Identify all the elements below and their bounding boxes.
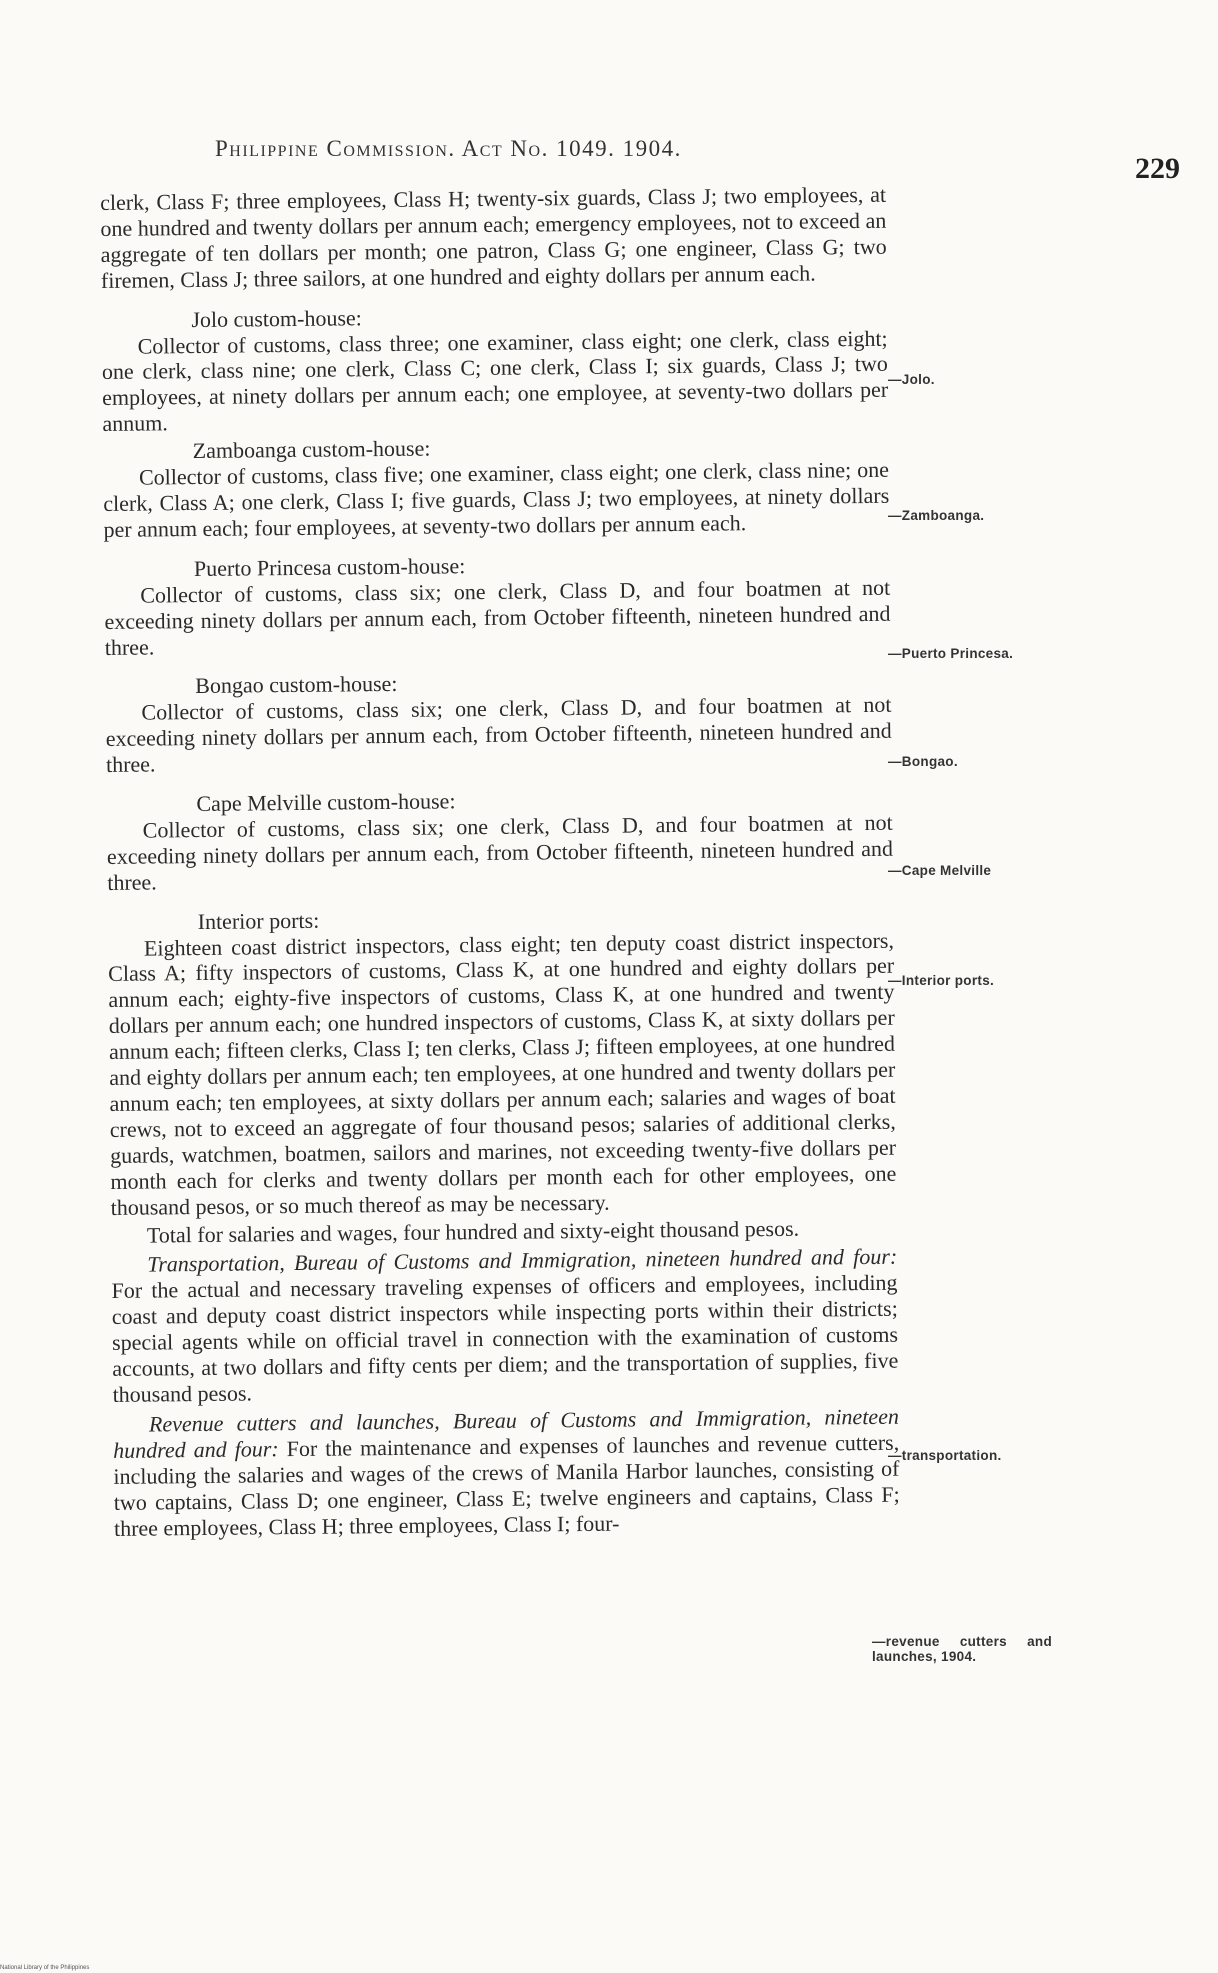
transportation-title: Transportation, Bureau of Customs and Immigration, nineteen hundred and four:	[147, 1244, 898, 1278]
margin-note-zamboanga: —Zamboanga.	[888, 508, 985, 523]
margin-note-bongao: —Bongao.	[888, 754, 958, 769]
footer-credit: National Library of the Philippines	[0, 1965, 90, 1971]
paragraph-jolo: Collector of customs, class three; one examiner, class eight; one clerk, class eight; one clerk, class nine; one clerk, Class C; one clerk, Class I; six guards, Class J; two employees, at ninety dollars per annum each; one employee, at seventy-two dollars per annum.	[101, 325, 889, 437]
paragraph-puerto-princesa: Collector of customs, class six; one clerk, Class D, and four boatmen at not exceeding ninety dollars per annum each, from October fifteenth, nineteen hundred and three.	[104, 574, 891, 660]
paragraph-cape-melville: Collector of customs, class six; one clerk, Class D, and four boatmen at not exceeding ninety dollars per annum each, from October fifteenth, nineteen hundred and three.	[106, 809, 894, 895]
paragraph-bongao: Collector of customs, class six; one clerk, Class D, and four boatmen at not exceeding ninety dollars per annum each, from October fifteenth, nineteen hundred and three.	[105, 692, 892, 778]
margin-note-puerto-princesa: —Puerto Princesa.	[888, 646, 1014, 661]
heading-puerto-princesa: Puerto Princesa custom-house:	[193, 552, 466, 581]
heading-jolo: Jolo custom-house:	[191, 304, 362, 332]
margin-note-revenue-cutters: —revenue cutters and launches, 1904.	[872, 1634, 1052, 1664]
paragraph-transportation	[111, 1244, 899, 1408]
margin-note-cape-melville: —Cape Melville	[888, 863, 992, 878]
heading-bongao: Bongao custom-house:	[195, 671, 398, 699]
paragraph-intro: clerk, Class F; three employees, Class H; twenty-six guards, Class J; two employees, at one hundred and twenty dollars per annum each; emergency employees, not to exceed an aggregate of ten dollars per month; one patron, Class G; one engineer, Class G; two firemen, Class J; three sailors, at one hundred and eighty dollars per annum each.	[100, 181, 887, 293]
body-text	[100, 182, 900, 1542]
paragraph-total: Total for salaries and wages, four hundred and sixty-eight thousand pesos.	[146, 1215, 800, 1248]
transportation-text: For the actual and necessary traveling expenses of officers and employees, including coast and deputy coast district inspectors while inspecting ports within their districts; special agents while on official travel in connection with the examination of customs accounts, at two dollars and fifty cents per diem; and the transportation of supplies, five thousand pesos.	[111, 1270, 899, 1407]
margin-note-interior-ports: —Interior ports.	[888, 973, 995, 988]
margin-note-jolo: —Jolo.	[888, 372, 935, 387]
revenue-cutters-text: For the maintenance and expenses of launches and revenue cutters, including the salaries and wages of the crews of Manila Harbor launches, consisting of two captains, Class D; one engineer, Class E; twelve engineers and captains, Class F; three employees, Class H; three employees, Class I; four-	[113, 1429, 900, 1541]
paragraph-zamboanga: Collector of customs, class five; one examiner, class eight; one clerk, class nine; one clerk, Class A; one clerk, Class I; five guards, Class J; two employees, at ninety dollars per annum each; four employees, at seventy-two dollars per annum each.	[103, 456, 890, 542]
page-number: 229	[1135, 152, 1180, 185]
revenue-cutters-title: Revenue cutters and launches, Bureau of Customs and Immigration, nineteen hundred and four:	[113, 1403, 900, 1463]
running-header: Philippine Commission. Act No. 1049. 1904.	[215, 136, 682, 161]
margin-note-transportation: —transportation.	[888, 1448, 1002, 1463]
paragraph-revenue-cutters	[113, 1404, 900, 1542]
paragraph-interior-ports: Eighteen coast district inspectors, class eight; ten deputy coast district inspectors, Class A; fifty inspectors of customs, Class K, at one hundred and eighty dollars per annum each; eighty-five inspectors of customs, Class K, at one hundred and twenty dollars per annum each; one hundred inspectors of customs, Class K, at sixty dollars per annum each; fifteen clerks, Class I; ten clerks, Class J; fifteen employees, at one hundred and eighty dollars per annum each; ten employees, at one hundred and twenty dollars per annum each; ten employees, at sixty dollars per annum each; salaries and wages of boat crews, not to exceed an aggregate of four thousand pesos; salaries of additional clerks, guards, watchmen, boatmen, sailors and marines, not exceeding twenty-five dollars per month each for clerks and twenty dollars per month each for other employees, one thousand pesos, or so much thereof as may be necessary.	[108, 927, 897, 1220]
heading-cape-melville: Cape Melville custom-house:	[196, 788, 456, 817]
heading-zamboanga: Zamboanga custom-house:	[192, 435, 431, 464]
heading-interior-ports: Interior ports:	[197, 907, 320, 934]
